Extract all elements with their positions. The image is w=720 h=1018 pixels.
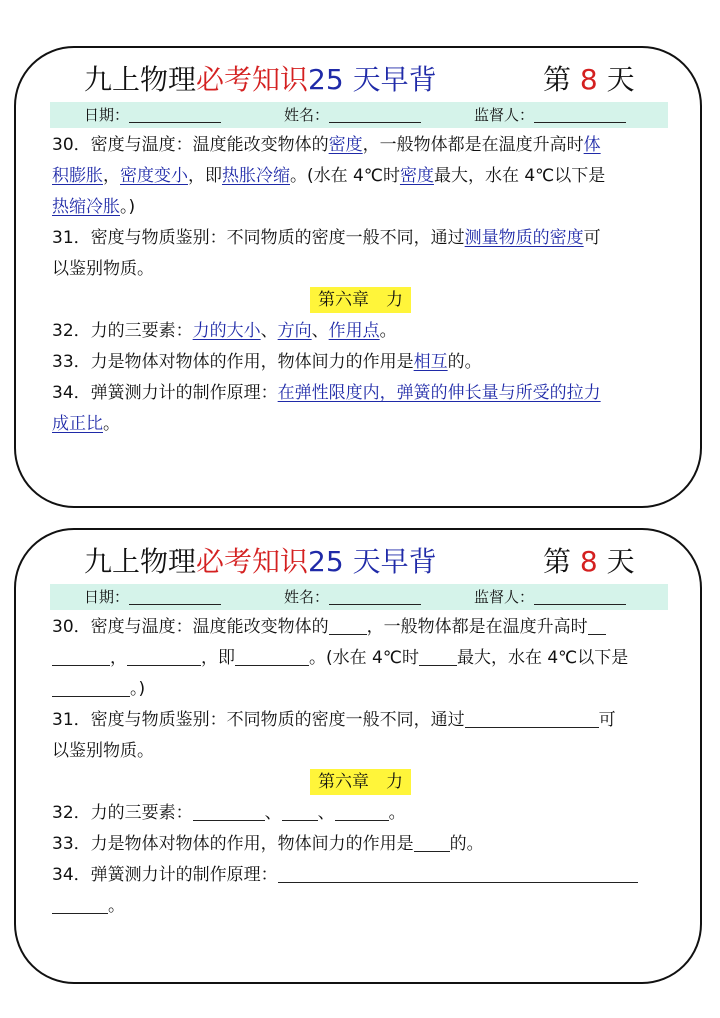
day-prefix: 第 [543,545,572,578]
answer-blank[interactable] [52,893,108,914]
q30-line3: 热缩冷胀。) [52,197,136,217]
blank-card [14,528,702,984]
answer: 密度变小 [120,166,188,186]
answer-blank[interactable] [465,707,599,728]
q30-line1: 30．密度与温度：温度能改变物体的密度，一般物体都是在温度升高时体 [52,135,601,155]
title-highlight: 必考知识 [196,63,309,96]
supervisor-field[interactable]: 监督人： [474,584,534,610]
answer: 成正比 [52,414,103,434]
answer: 相互 [413,352,448,372]
answer: 体 [583,135,601,155]
chapter-heading: 第六章 力 [52,767,672,798]
title-number: 25 [308,63,344,96]
q33-line: 33．力是物体对物体的作用，物体间力的作用是 的。 [52,829,672,860]
supervisor-field[interactable]: 监督人： [474,102,534,128]
date-field[interactable]: 日期： [84,584,129,610]
q32-line: 32．力的三要素：力的大小、方向、作用点。 [52,321,397,341]
day-suffix: 天 [606,545,635,578]
answer-blank[interactable] [52,676,130,697]
answer: 热胀冷缩 [222,166,290,186]
q30-line2: 积膨胀，密度变小，即热胀冷缩。(水在 4℃时密度最大，水在 4℃以下是 [52,166,606,186]
answer-blank[interactable] [414,831,450,852]
q31-line2: 以鉴别物质。 [52,741,154,761]
title-number: 25 [308,545,344,578]
q33-line: 33．力是物体对物体的作用，物体间力的作用是相互的。 [52,352,482,372]
day-number: 8 [579,63,598,96]
answer-blank[interactable] [278,862,638,883]
q31-line1: 31．密度与物质鉴别：不同物质的密度一般不同，通过 可 [52,705,672,736]
q34-line1: 34．弹簧测力计的制作原理： [52,860,672,891]
answer: 密度 [328,135,363,155]
q34-line2: 。 [52,891,672,922]
info-bar [50,102,668,128]
day-number: 8 [579,545,598,578]
q32-line: 32．力的三要素： 、 、 。 [52,798,672,829]
day-prefix: 第 [543,63,572,96]
day-suffix: 天 [606,63,635,96]
name-field[interactable]: 姓名： [284,584,329,610]
answer-blank[interactable] [52,645,110,666]
answer: 方向 [277,321,312,341]
answer-blank[interactable] [329,614,367,635]
q30-line2: ， ，即 。(水在 4℃时 最大，水在 4℃以下是 [52,643,672,674]
title-suffix: 天早背 [352,63,437,96]
answer-blank[interactable] [235,645,309,666]
name-field[interactable]: 姓名： [284,102,329,128]
card-title [16,540,700,580]
q31-line2: 以鉴别物质。 [52,259,154,279]
title-highlight: 必考知识 [196,545,309,578]
answer: 密度 [399,166,434,186]
q34-line2: 成正比。 [52,414,120,434]
answer-blank[interactable] [335,800,389,821]
card-body [52,612,672,922]
card-body [52,130,672,440]
answer: 热缩冷胀 [52,197,120,217]
q30-line1: 30．密度与温度：温度能改变物体的 ，一般物体都是在温度升高时 [52,612,672,643]
q34-line1: 34．弹簧测力计的制作原理：在弹性限度内，弹簧的伸长量与所受的拉力 [52,383,601,403]
q31-line1: 31．密度与物质鉴别：不同物质的密度一般不同，通过测量物质的密度可 [52,228,601,248]
answer-blank[interactable] [588,614,606,635]
answer: 力的大小 [192,321,261,341]
answer: 作用点 [328,321,380,341]
answer-blank[interactable] [193,800,265,821]
card-title [16,58,700,98]
answer-blank[interactable] [282,800,318,821]
title-suffix: 天早背 [352,545,437,578]
title-prefix: 九上物理 [84,545,197,578]
answer-blank[interactable] [127,645,201,666]
info-bar [50,584,668,610]
q30-line3: 。) [52,674,672,705]
chapter-heading: 第六章 力 [52,285,672,316]
date-field[interactable]: 日期： [84,102,129,128]
answer-blank[interactable] [419,645,457,666]
answer: 在弹性限度内，弹簧的伸长量与所受的拉力 [277,383,601,403]
answer-card [14,46,702,508]
title-prefix: 九上物理 [84,63,197,96]
answer: 测量物质的密度 [464,228,584,248]
answer: 积膨胀 [52,166,103,186]
